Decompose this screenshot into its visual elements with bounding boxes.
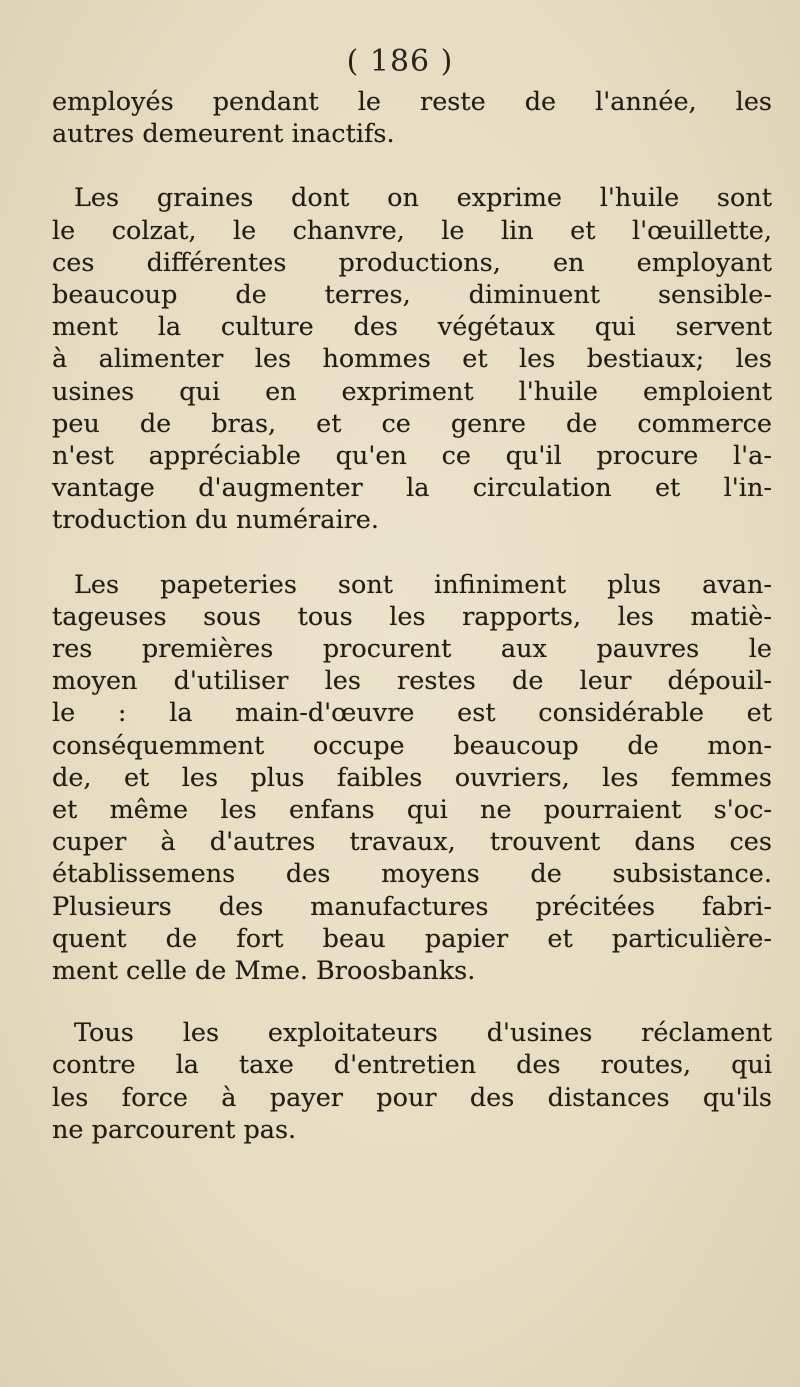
text-line: moyen d'utiliser les restes de leur dépouil-	[52, 666, 772, 697]
text-line: Les papeteries sont infiniment plus avan-	[74, 569, 772, 600]
text-line: usines qui en expriment l'huile emploient	[52, 376, 772, 407]
paragraph-1	[52, 86, 772, 150]
paragraph-gap	[52, 987, 772, 1017]
text-line: établissemens des moyens de subsistance.	[52, 859, 772, 890]
text-line: à alimenter les hommes et les bestiaux; les	[52, 344, 772, 375]
text-line: ne parcourent pas.	[52, 1114, 297, 1145]
paragraph-4	[52, 1017, 772, 1146]
paragraph-gap	[52, 537, 772, 569]
paragraph-3	[52, 569, 772, 988]
paragraph-gap	[52, 150, 772, 182]
text-line: le : la main-d'œuvre est considérable et	[52, 698, 772, 729]
text-line: conséquemment occupe beaucoup de mon-	[52, 730, 772, 761]
text-line: tageuses sous tous les rapports, les matiè-	[52, 601, 772, 632]
page-number: ( 186 )	[346, 44, 454, 79]
text-line: peu de bras, et ce genre de commerce	[52, 408, 772, 439]
text-line: Plusieurs des manufactures précitées fabri-	[52, 891, 772, 922]
page-body	[52, 86, 772, 1146]
text-line: ment celle de Mme. Broosbanks.	[52, 956, 476, 987]
text-line: de, et les plus faibles ouvriers, les femmes	[52, 762, 772, 793]
text-line: ment la culture des végétaux qui servent	[52, 312, 772, 343]
text-line: cuper à d'autres travaux, trouvent dans ces	[52, 827, 772, 858]
text-line: Les graines dont on exprime l'huile sont	[74, 183, 772, 214]
text-line: contre la taxe d'entretien des routes, qui	[52, 1050, 772, 1081]
paragraph-2	[52, 182, 772, 536]
text-line: troduction du numéraire.	[52, 505, 380, 536]
text-line: autres demeurent inactifs.	[52, 119, 395, 150]
text-line: vantage d'augmenter la circulation et l'in-	[52, 473, 772, 504]
text-line: le colzat, le chanvre, le lin et l'œuillette,	[52, 215, 772, 246]
text-line: beaucoup de terres, diminuent sensible-	[52, 280, 772, 311]
text-line: les force à payer pour des distances qu'ils	[52, 1082, 772, 1113]
text-line: employés pendant le reste de l'année, les	[52, 87, 772, 117]
text-line: Tous les exploitateurs d'usines réclament	[74, 1018, 772, 1049]
text-line: et même les enfans qui ne pourraient s'oc-	[52, 795, 772, 826]
text-line: quent de fort beau papier et particulière-	[52, 923, 772, 954]
text-line: res premières procurent aux pauvres le	[52, 634, 772, 665]
text-line: n'est appréciable qu'en ce qu'il procure l'a-	[52, 441, 772, 472]
text-line: ces différentes productions, en employant	[52, 247, 772, 278]
